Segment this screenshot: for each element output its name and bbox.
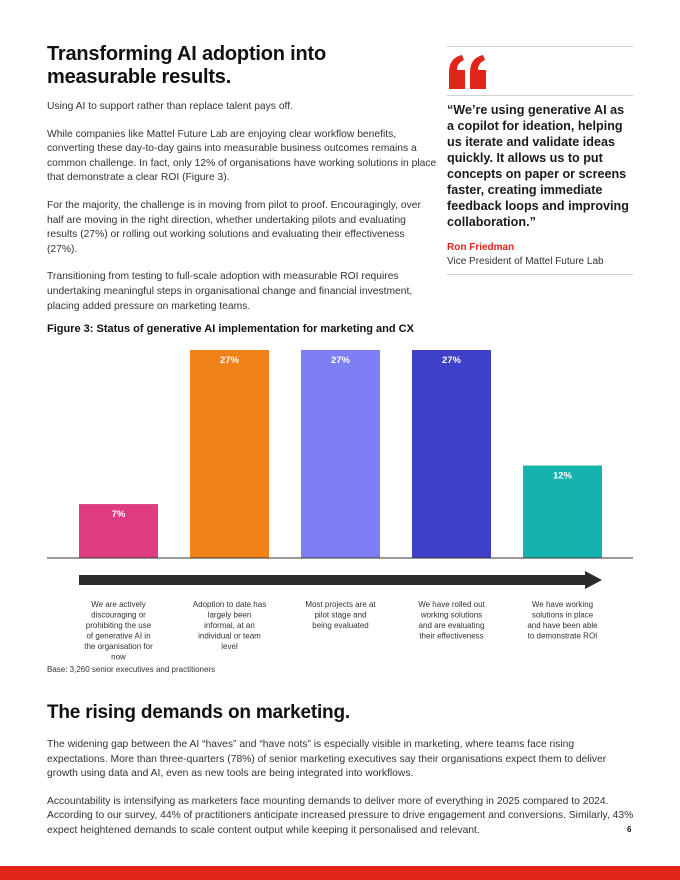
quote-author-role: Vice President of Mattel Future Lab [447,256,604,267]
bar-value-label: 12% [552,470,573,482]
quote-text: “We’re using generative AI as a copilot for ideation, helping us iterate and validate ideas quickly. It allows us to put concepts on paper or screens faster, creating immediate feedback loops and improving collaboration.” [447,103,629,229]
category-label: Adoption to date has largely been informal, at an individual or team level [192,600,267,651]
category-label: We are actively discouraging or prohibiting the use of generative AI in the organisation for now [84,600,153,660]
quote-mark-icon [447,47,633,95]
progression-arrow [79,575,587,585]
bar-value-label: 27% [330,355,351,366]
arrow-head-icon [585,571,602,589]
intro-paragraph: Transitioning from testing to full-scale adoption with measurable ROI requires undertaking meaningful steps in organisational change and financial investment, placing added pressure on marketing teams. [47,271,413,312]
category-label: We have working solutions in place and have been able to demonstrate ROI [527,600,598,641]
intro-paragraph: Using AI to support rather than replace talent pays off. [47,101,293,112]
section-heading: The rising demands on marketing. [47,702,350,723]
quote-bottom-rule [447,274,633,275]
category-label: We have rolled out working solutions and are evaluating their effectiveness [418,600,485,641]
chart-bar [412,350,491,558]
intro-paragraph: While companies like Mattel Future Lab are enjoying clear workflow benefits, converting these day-to-day gains into measurable business outcomes remains a common challenge. In fact, only 12% of organisations have working solutions in place that demonstrate a clear ROI (Figure 3). [47,128,437,184]
bar-value-label: 27% [219,355,240,366]
chart-bar [190,350,269,558]
base-note: Base: 3,260 senior executives and practitioners [47,665,216,674]
pull-quote [447,46,633,275]
intro-paragraph: For the majority, the challenge is in moving from pilot to proof. Encouragingly, over half are moving in the right direction, whether undertaking pilots and evaluating results (27%) or rolling out working solutions and evaluating their effectiveness (27%). [47,199,421,255]
section-body [47,738,637,852]
section-paragraph: Accountability is intensifying as marketers face mounting demands to deliver more of everything in 2025 compared to 2024. According to our survey, 44% of practitioners anticipate increased pressure to drive engagement and conversions. Similarly, 43% expect heightened demands to scale content output while keeping it personalised and relevant. [47,795,634,836]
bar-chart [0,340,680,660]
bar-value-label: 7% [111,509,126,521]
bar-value-label: 27% [441,355,462,366]
category-label: Most projects are at pilot stage and being evaluated [305,600,376,630]
chart-bar [301,350,380,558]
section-paragraph: The widening gap between the AI “haves” and “have nots” is especially visible in marketing, where teams face rising expectations. More than three-quarters (78%) of senior marketing executives say their organisations expect them to deliver growth using data and AI, even as new tools are being integrated into workflows. [47,739,607,780]
page-number: 6 [627,825,632,834]
quote-author: Ron Friedman [447,242,515,253]
quote-middle-rule [447,95,633,96]
figure-title: Figure 3: Status of generative AI implementation for marketing and CX [47,323,414,335]
footer-bar [0,866,680,880]
page-heading: Transforming AI adoption into measurable results. [47,43,326,88]
intro-text [47,100,437,327]
